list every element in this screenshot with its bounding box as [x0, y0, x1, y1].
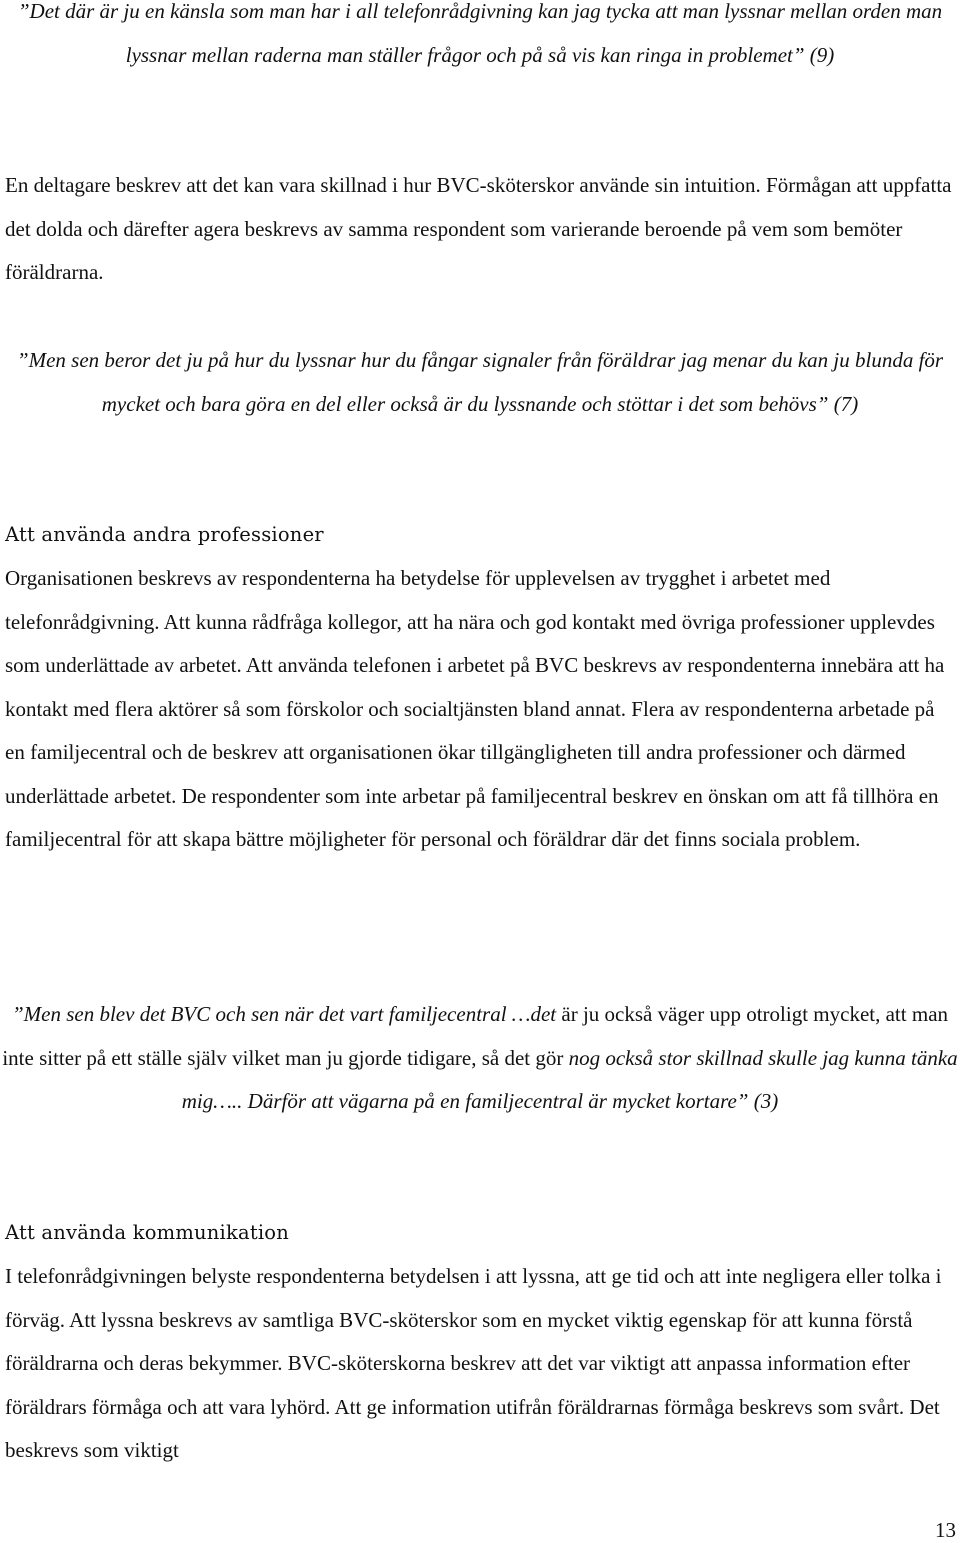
paragraph-1	[5, 164, 955, 295]
paragraph-3-text: I telefonrådgivningen belyste respondenterna betydelsen i att lyssna, att ge tid och att inte negligera eller tolka i förväg. Att lyssna beskrevs av samtliga BVC-sköterskor som en mycket viktig egenskap för att kunna förstå föräldrarna och deras bekymmer. BVC-sköterskorna beskrev att det var viktigt att anpassa information efter föräldrars förmåga och att vara lyhörd. Att ge information utifrån föräldrarnas förmåga beskrevs som svårt. Det beskrevs som viktigt	[5, 1264, 942, 1462]
page-number: 13	[935, 1518, 956, 1542]
quote-1	[0, 0, 960, 77]
paragraph-2-text: Organisationen beskrevs av respondenterna ha betydelse för upplevelsen av trygghet i arbetet med telefonrådgivning. Att kunna rådfråga kollegor, att ha nära och god kontakt med övriga professioner upplevdes som underlättade av arbetet. Att använda telefonen i arbetet på BVC beskrevs av respondenterna innebära att ha kontakt med flera aktörer så som förskolor och socialtjänsten bland annat. Flera av respondenterna arbetade på en familjecentral och de beskrev att organisationen ökar tillgängligheten till andra professioner och därmed underlättade arbetet. De respondenter som inte arbetar på familjecentral beskrev en önskan om att få tillhöra en familjecentral för att skapa bättre möjligheter för personal och föräldrar där det finns sociala problem.	[5, 566, 945, 851]
section-heading-communication: Att använda kommunikation	[5, 1221, 290, 1244]
quote-3-part2: är ju också väger upp otroligt mycket, att man inte sitter på ett ställe själv vilket man ju gjorde tidigare, så det gör	[2, 1002, 949, 1070]
quote-2	[0, 339, 960, 426]
paragraph-2	[5, 557, 955, 862]
section-heading-professions: Att använda andra professioner	[5, 523, 324, 546]
quote-3-part3: nog också stor skillnad skulle jag kunna tänka mig….. Därför att vägarna på en familjecentral är mycket kortare” (3)	[181, 1045, 958, 1113]
quote-3-part1: ”Men sen blev det BVC och sen när det vart familjecentral …det	[11, 1002, 562, 1026]
quote-1-text: ”Det där är ju en känsla som man har i all telefonrådgivning kan jag tycka att man lyssnar mellan orden man lyssnar mellan raderna man ställer frågor och på så vis kan ringa in problemet” (9)	[17, 0, 943, 67]
quote-3	[0, 993, 960, 1124]
quote-2-text: ”Men sen beror det ju på hur du lyssnar hur du fångar signaler från föräldrar jag menar du kan ju blunda för mycket och bara göra en del eller också är du lyssnande och stöttar i det som behövs” (7)	[16, 348, 944, 416]
paragraph-3	[5, 1255, 955, 1473]
paragraph-1-text: En deltagare beskrev att det kan vara skillnad i hur BVC-sköterskor använde sin intuition. Förmågan att uppfatta det dolda och därefter agera beskrevs av samma respondent som varierande beroende på vem som bemöter föräldrarna.	[5, 173, 952, 284]
